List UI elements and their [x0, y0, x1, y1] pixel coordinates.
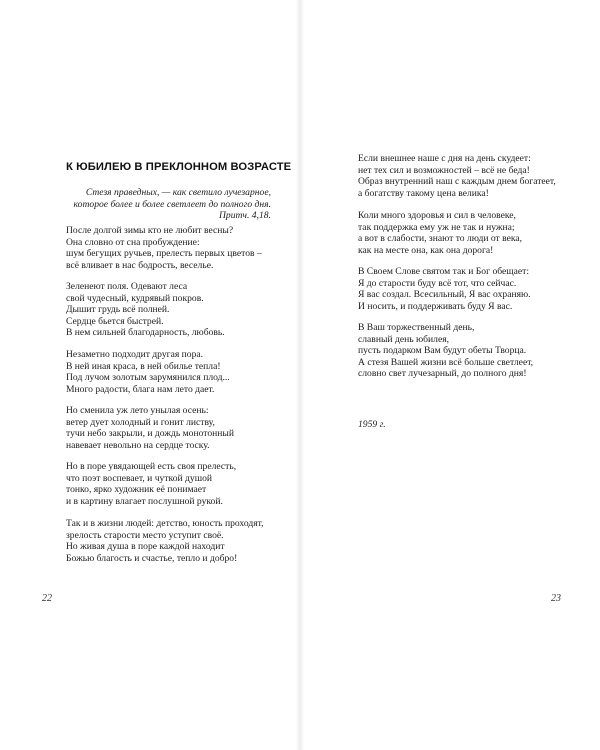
poem-line: В ней иная краса, в ней обилье тепла! [66, 360, 221, 372]
poem-line: пусть подарком Вам будут обеты Творца. [358, 345, 527, 356]
poem-line: свой чудесный, кудрявый покров. [66, 292, 204, 304]
stanza [358, 266, 531, 312]
poem-title: К ЮБИЛЕЮ В ПРЕКЛОННОМ ВОЗРАСТЕ [66, 161, 292, 173]
poem-line: всё вливает в нас бодрость, веселье. [66, 259, 214, 271]
poem-line: И носить, и поддерживать буду Я вас. [358, 300, 513, 312]
poem-line: навевает невольно на сердце тоску. [66, 439, 210, 451]
epigraph-line: Стезя праведных, — как светило лучезарное, [85, 187, 271, 198]
page-number-left: 22 [42, 593, 52, 604]
stanza [66, 281, 225, 339]
poem-line: Под лучом золотым зарумянился плод... [66, 372, 230, 383]
poem-line: зрелость старости место уступит своё. [66, 529, 224, 541]
poem-line: Много радости, блага нам лето дает. [66, 383, 215, 395]
stanza [66, 518, 264, 564]
stanza [66, 405, 234, 451]
stanza [66, 225, 262, 271]
poem-line: Но живая душа в поре каждой находит [66, 541, 225, 552]
poem-line: словно свет лучезарный, до полного дня! [358, 368, 527, 379]
poem-line: Дышит грудь всё полней. [66, 304, 170, 315]
poem-line: Я вас создал. Всесильный, Я вас охраняю. [358, 289, 531, 300]
poem-line: Незаметно подходит другая пора. [66, 349, 204, 360]
poem-line: что поэт воспевает, и чуткой душой [66, 472, 213, 484]
poem-line: как на месте она, как она дорога! [358, 244, 494, 256]
poem-line: Она словно от сна пробуждение: [66, 236, 200, 248]
poem-line: Но в поре увядающей есть своя прелесть, [66, 461, 237, 472]
poem-line: а вот в слабости, знают то люди от века, [358, 233, 523, 244]
poem-line: Если внешнее наше с дня на день скудеет: [358, 153, 531, 164]
poem-line: ветер дует холодный и гонит листву, [66, 416, 215, 428]
poem-line: тонко, ярко художник её понимает [66, 484, 207, 495]
poem-line: Я до старости буду всё тот, что сейчас. [358, 277, 517, 289]
stanza [66, 349, 230, 395]
poem-line: а богатству такому цена велика! [358, 187, 489, 199]
poem-line: так поддержка ему уж не так и нужна; [358, 221, 515, 233]
stanza [358, 153, 556, 199]
epigraph-line: которое более и более светлеет до полного дня. [73, 198, 271, 210]
poem-line: славный день юбилея, [358, 333, 450, 345]
poem-line: Зеленеют поля. Одевают леса [66, 281, 188, 292]
poem-line: и в картину влагает послушной рукой. [66, 495, 223, 507]
poem-line: После долгой зимы кто не любит весны? [66, 225, 234, 236]
stanza [358, 322, 533, 380]
poem-line: Образ внутренний наш с каждым днем богатеет, [358, 176, 556, 187]
page-number-right: 23 [551, 593, 561, 604]
book-gutter [296, 0, 304, 750]
poem-line: Коли много здоровья и сил в человеке, [358, 210, 516, 221]
epigraph-reference: Притч. 4,18. [218, 210, 271, 222]
stanza [358, 210, 522, 256]
poem-line: Так и в жизни людей: детство, юность проходят, [66, 518, 264, 529]
poem-date: 1959 г. [358, 419, 386, 430]
poem-line: В нем сильней благодарность, любовь. [66, 327, 225, 338]
poem-line: В Ваш торжественный день, [358, 322, 475, 333]
poem-line: Сердце бьется быстрей. [66, 315, 164, 327]
poem-line: А стезя Вашей жизни всё больше светлеет, [358, 356, 534, 368]
epigraph [58, 187, 271, 222]
poem-line: нет тех сил и возможностей – всё не беда! [358, 164, 530, 176]
poem-line: В Своем Слове святом так и Бог обещает: [358, 266, 530, 277]
poem-line: тучи небо закрыли, и дождь монотонный [66, 428, 234, 439]
stanza [66, 461, 236, 507]
poem-line: Божью благость и счастье, тепло и добро! [66, 552, 238, 564]
poem-line: Но сменила уж лето унылая осень: [66, 405, 209, 416]
poem-line: шум бегущих ручьев, прелесть первых цветов – [66, 248, 262, 259]
